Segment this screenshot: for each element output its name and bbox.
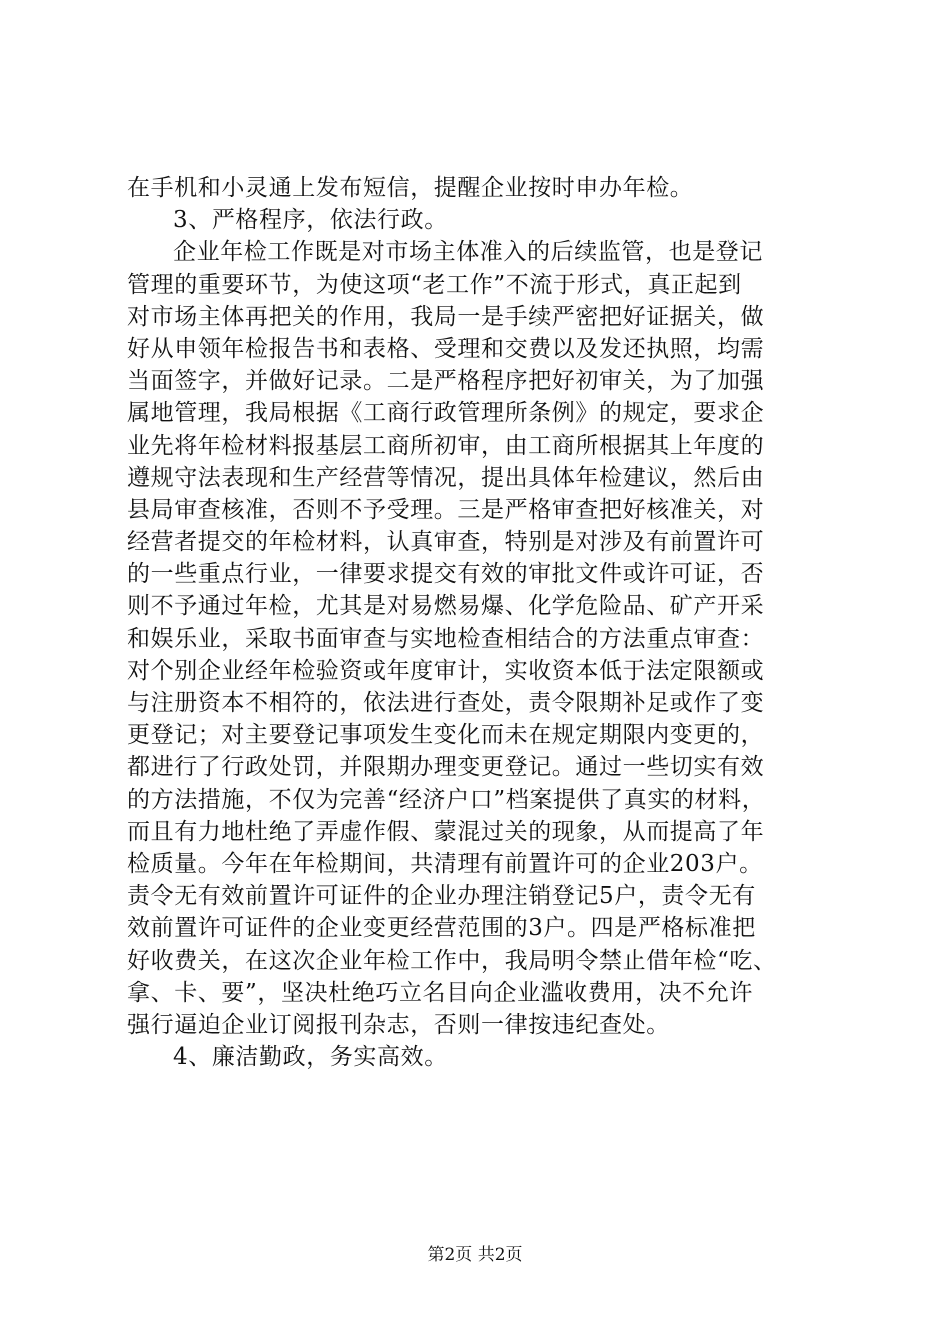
text-line: 管理的重要环节，为使这项“老工作”不流于形式，真正起到	[127, 271, 742, 298]
text-line: 与注册资本不相符的，依法进行查处，责令限期补足或作了变	[127, 690, 765, 716]
text-line: 和娱乐业，采取书面审查与实地检查相结合的方法重点审查：	[127, 625, 765, 652]
text-line: 更登记；对主要登记事项发生变化而未在规定期限内变更的，	[127, 722, 765, 749]
text-line: 经营者提交的年检材料，认真审查，特别是对涉及有前置许可	[127, 529, 765, 556]
page-footer: 第2页 共2页	[427, 1245, 523, 1265]
text-line: 在手机和小灵通上发布短信，提醒企业按时申办年检。	[127, 175, 694, 201]
text-line: 对市场主体再把关的作用，我局一是手续严密把好证据关，做	[127, 303, 765, 330]
text-line: 好从申领年检报告书和表格、受理和交费以及发还执照，均需	[127, 335, 765, 362]
text-line: 而且有力地杜绝了弄虚作假、蒙混过关的现象，从而提高了年	[127, 818, 765, 845]
text-line: 检质量。今年在年检期间，共清理有前置许可的企业203户。	[127, 850, 763, 877]
text-line: 属地管理，我局根据《工商行政管理所条例》的规定，要求企	[127, 400, 765, 427]
text-line: 4、廉洁勤政，务实高效。	[173, 1044, 448, 1071]
text-line: 的方法措施，不仅为完善“经济户口”档案提供了真实的材料，	[127, 786, 766, 813]
text-line: 县局审查核准，否则不予受理。三是严格审查把好核准关，对	[127, 496, 765, 523]
text-line: 责令无有效前置许可证件的企业办理注销登记5户，责令无有	[127, 883, 756, 910]
text-line: 好收费关，在这次企业年检工作中，我局明令禁止借年检“吃、	[127, 947, 777, 974]
text-line: 都进行了行政处罚，并限期办理变更登记。通过一些切实有效	[127, 754, 765, 781]
text-line: 的一些重点行业，一律要求提交有效的审批文件或许可证，否	[127, 561, 765, 588]
text-line: 3、严格程序，依法行政。	[173, 207, 448, 234]
text-line: 对个别企业经年检验资或年度审计，实收资本低于法定限额或	[127, 657, 765, 684]
text-line: 拿、卡、要”，坚决杜绝巧立名目向企业滥收费用，决不允许	[127, 979, 753, 1006]
text-line: 强行逼迫企业订阅报刊杂志，否则一律按违纪查处。	[127, 1011, 670, 1038]
document-body	[127, 172, 832, 1073]
text-line: 业先将年检材料报基层工商所初审，由工商所根据其上年度的	[127, 432, 765, 459]
text-line: 则不予通过年检，尤其是对易燃易爆、化学危险品、矿产开采	[127, 593, 765, 620]
text-line: 企业年检工作既是对市场主体准入的后续监管，也是登记	[173, 239, 763, 266]
text-line: 当面签字，并做好记录。二是严格程序把好初审关，为了加强	[127, 368, 765, 395]
text-line: 遵规守法表现和生产经营等情况，提出具体年检建议，然后由	[127, 464, 765, 491]
text-line: 效前置许可证件的企业变更经营范围的3户。四是严格标准把	[127, 915, 756, 942]
